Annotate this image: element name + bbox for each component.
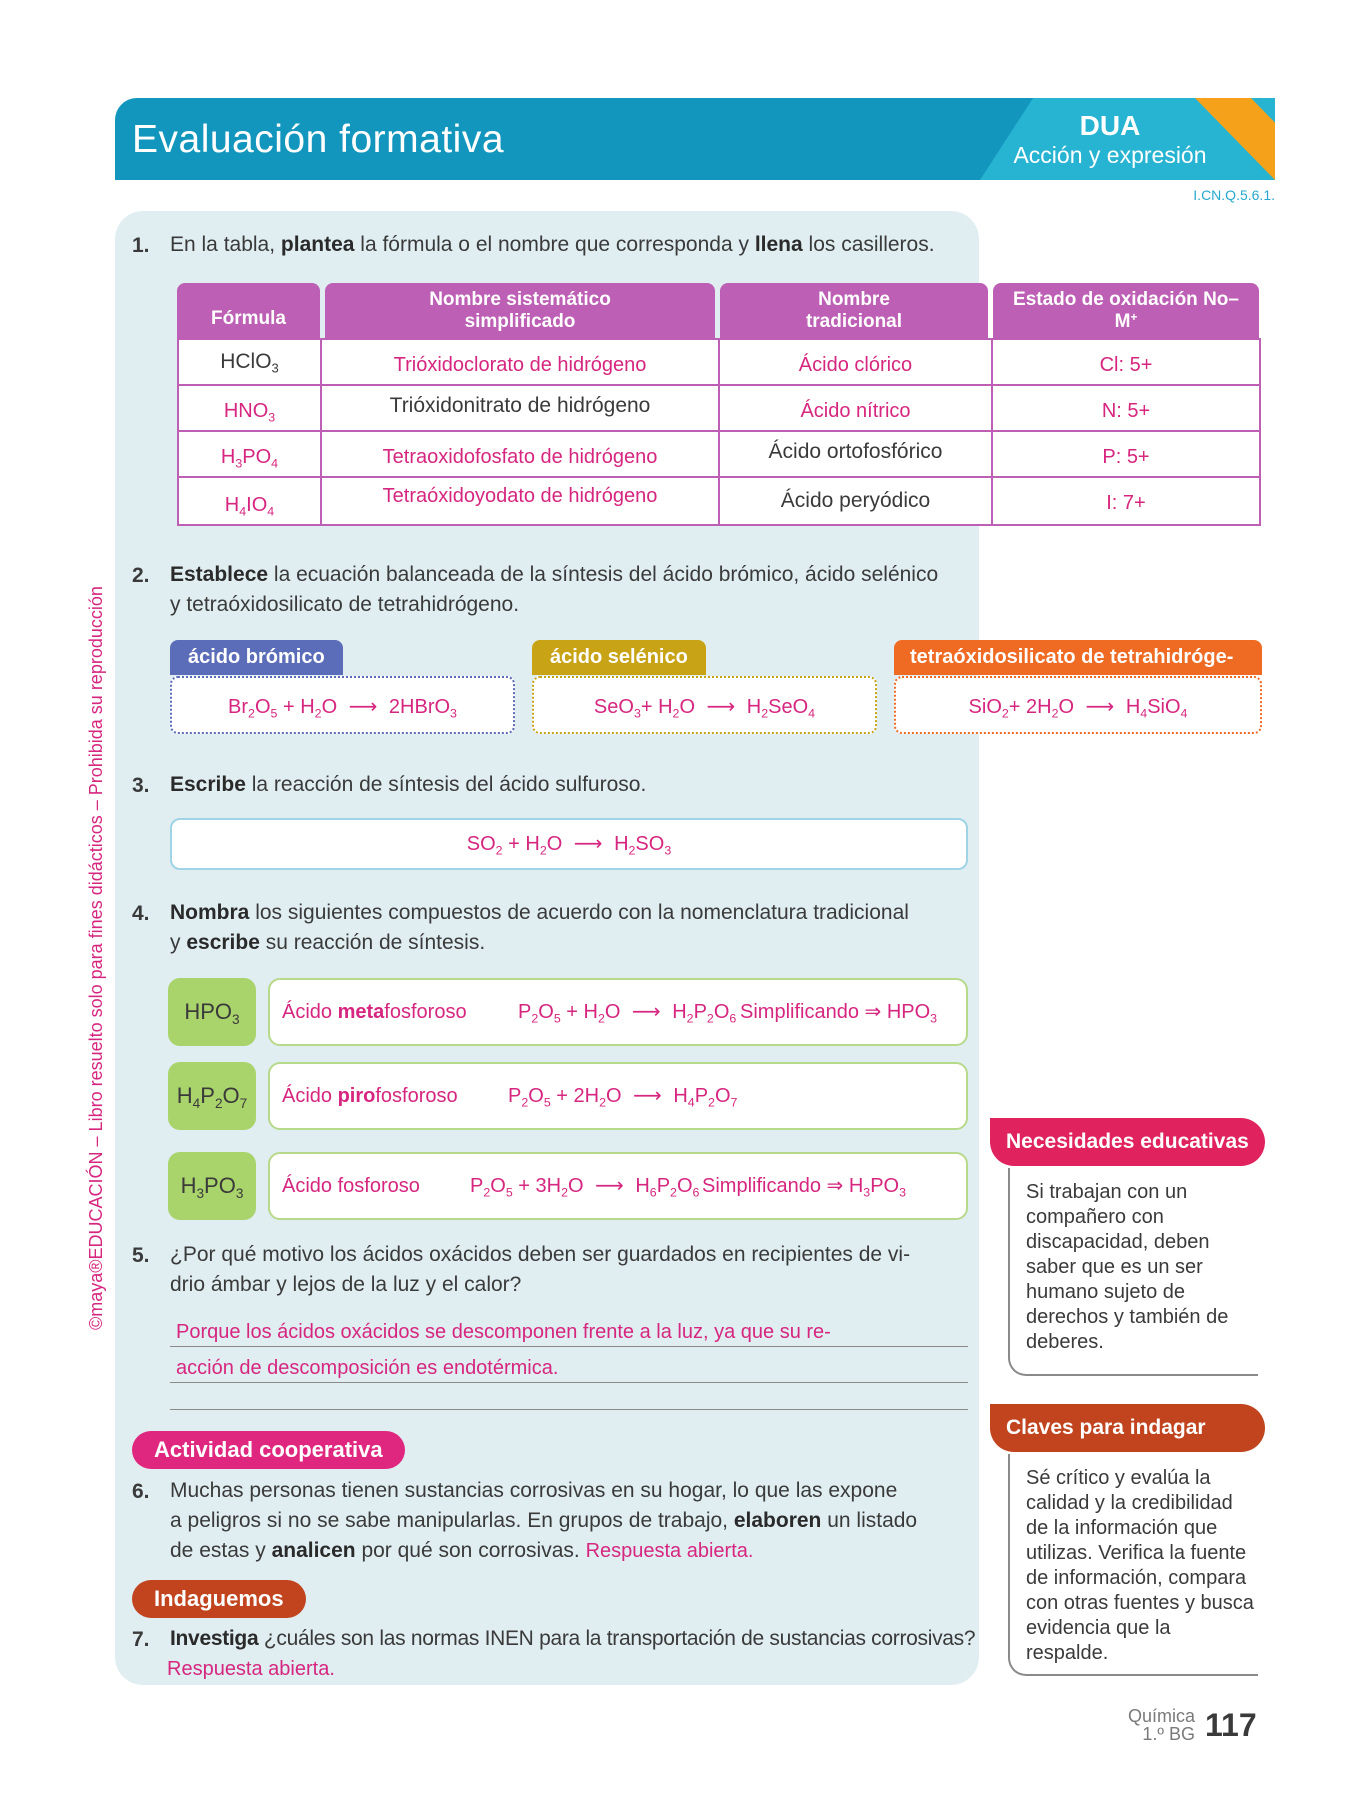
q2-number: 2. [132,564,150,587]
answer-h3po3: Ácido fosforoso $P_2O_5 + 3H_2O$ ⟶ $H_6P_2O_6$ Simplificando ⇒ $H_3PO_3$ [268,1152,968,1220]
table-header-sistematico: Nombre sistemático simplificado [325,283,715,339]
q1-text: En la tabla, plantea la fórmula o el nombre que corresponda y llena los casilleros. [170,233,935,256]
q2-text: Establece la ecuación balanceada de la síntesis del ácido brómico, ácido selénico y tetraóxidosilicato de tetrahidrógeno. [170,563,939,616]
tab-acido-selenico: ácido selénico [532,640,706,675]
cell-formula-3: $H_3PO_4$ [177,430,322,478]
q6-text: Muchas personas tienen sustancias corrosivas en su hogar, lo que las expone a peligros si no se sabe manipularlas. En grupos de trabajo, elaboren un listado de estas y analicen por qué son corrosivas. Respuesta abierta. [170,1479,918,1562]
q7-text: Investiga ¿cuáles son las normas INEN para la transportación de sustancias corrosivas? [170,1627,976,1650]
eq-tetraoxidosilicato: $SiO_2+ 2H_2O$ ⟶ $H_4SiO_4$ [894,676,1262,734]
tab-acido-bromico: ácido brómico [170,640,343,675]
q5-text: ¿Por qué motivo los ácidos oxácidos deben ser guardados en recipientes de vi- drio ámbar y lejos de la luz y el calor? [170,1243,911,1296]
page-number: 117 [1205,1707,1257,1743]
q1-number: 1. [132,234,150,257]
claves-para-indagar-body: Sé crítico y evalúa la calidad y la credibilidad de la información que utilizas. Verifica la fuente de información, compara con otras fuentes y busca evidencia que la respalde. [1008,1454,1258,1676]
tab-tetraoxidosilicato: tetraóxidosilicato de tetrahidróge- [894,640,1262,675]
cell-sistematico-2: Trióxidonitrato de hidrógeno [320,384,720,432]
necesidades-educativas-heading: Necesidades educativas [990,1118,1265,1166]
q7-answer: Respuesta abierta. [167,1658,335,1680]
indaguemos-pill: Indaguemos [132,1580,306,1618]
cell-tradicional-3: Ácido ortofosfórico [718,430,993,478]
answer-h4p2o7: Ácido pirofosforoso $P_2O_5 + 2H_2O$ ⟶ $H_4P_2O_7$ [268,1062,968,1130]
table-header-formula: Fórmula [177,283,320,339]
criterion-code: I.CN.Q.5.6.1. [1193,187,1275,203]
cell-estado-2: N: 5+ [991,384,1261,432]
q3-number: 3. [132,774,150,797]
claves-para-indagar-heading: Claves para indagar [990,1404,1265,1452]
q4-text: Nombra los siguientes compuestos de acuerdo con la nomenclatura tradicional y escribe su reacción de síntesis. [170,901,909,954]
q6-number: 6. [132,1480,150,1503]
cell-sistematico-1: Trióxidoclorato de hidrógeno [320,338,720,386]
cell-sistematico-4: Tetraóxidoyodato de hidrógeno [320,476,720,526]
actividad-cooperativa-pill: Actividad cooperativa [132,1431,405,1469]
table-header-tradicional: Nombre tradicional [720,283,988,339]
compound-h4p2o7: $H_4P_2O_7$ [168,1062,256,1130]
cell-tradicional-1: Ácido clórico [718,338,993,386]
q7-number: 7. [132,1628,150,1651]
dua-title: DUA [1079,110,1141,141]
compound-h3po3: $H_3PO_3$ [168,1152,256,1220]
cell-estado-3: P: 5+ [991,430,1261,478]
cell-estado-1: Cl: 5+ [991,338,1261,386]
necesidades-educativas-body: Si trabajan con un compañero con discapacidad, deben saber que es un ser humano sujeto de derechos y también de deberes. [1008,1168,1258,1376]
eq-acido-sulfuroso: $SO_2 + H_2O$ ⟶ $H_2SO_3$ [170,818,968,870]
cell-formula-1: HClO$_3$ [177,338,322,386]
copyright-vertical-text: ©maya®EDUCACIÓN – Libro resuelto solo para fines didácticos – Prohibida su reproducción [86,586,106,1330]
q4-number: 4. [132,902,150,925]
cell-tradicional-2: Ácido nítrico [718,384,993,432]
cell-estado-4: I: 7+ [991,476,1261,526]
compound-hpo3: $HPO_3$ [168,978,256,1046]
page-title: Evaluación formativa [132,118,505,161]
answer-hpo3: Ácido metafosforoso $P_2O_5 + H_2O$ ⟶ $H_2P_2O_6$ Simplificando ⇒ $HPO_3$ [268,978,968,1046]
table-header-estado: Estado de oxidación No–M+ [993,283,1259,339]
q5-answer-line-3 [170,1382,968,1410]
cell-tradicional-4: Ácido peryódico [718,476,993,526]
cell-formula-4: $H_4IO_4$ [177,476,322,526]
q5-number: 5. [132,1244,150,1267]
q3-text: Escribe la reacción de síntesis del ácido sulfuroso. [170,773,647,796]
q5-answer-line-2: acción de descomposición es endotérmica. [170,1354,968,1383]
eq-acido-selenico: $SeO_3+ H_2O$ ⟶ $H_2SeO_4$ [532,676,877,734]
dua-subtitle: Acción y expresión [1013,142,1207,168]
q5-answer-line-1: Porque los ácidos oxácidos se descomponen frente a la luz, ya que su re- [170,1318,968,1347]
eq-acido-bromico: $Br_2O_5 + H_2O$ ⟶ 2HBrO$_3$ [170,676,515,734]
cell-formula-2: $HNO_3$ [177,384,322,432]
cell-sistematico-3: Tetraoxidofosfato de hidrógeno [320,430,720,478]
footer-subject: Química 1.º BG [1127,1706,1195,1744]
